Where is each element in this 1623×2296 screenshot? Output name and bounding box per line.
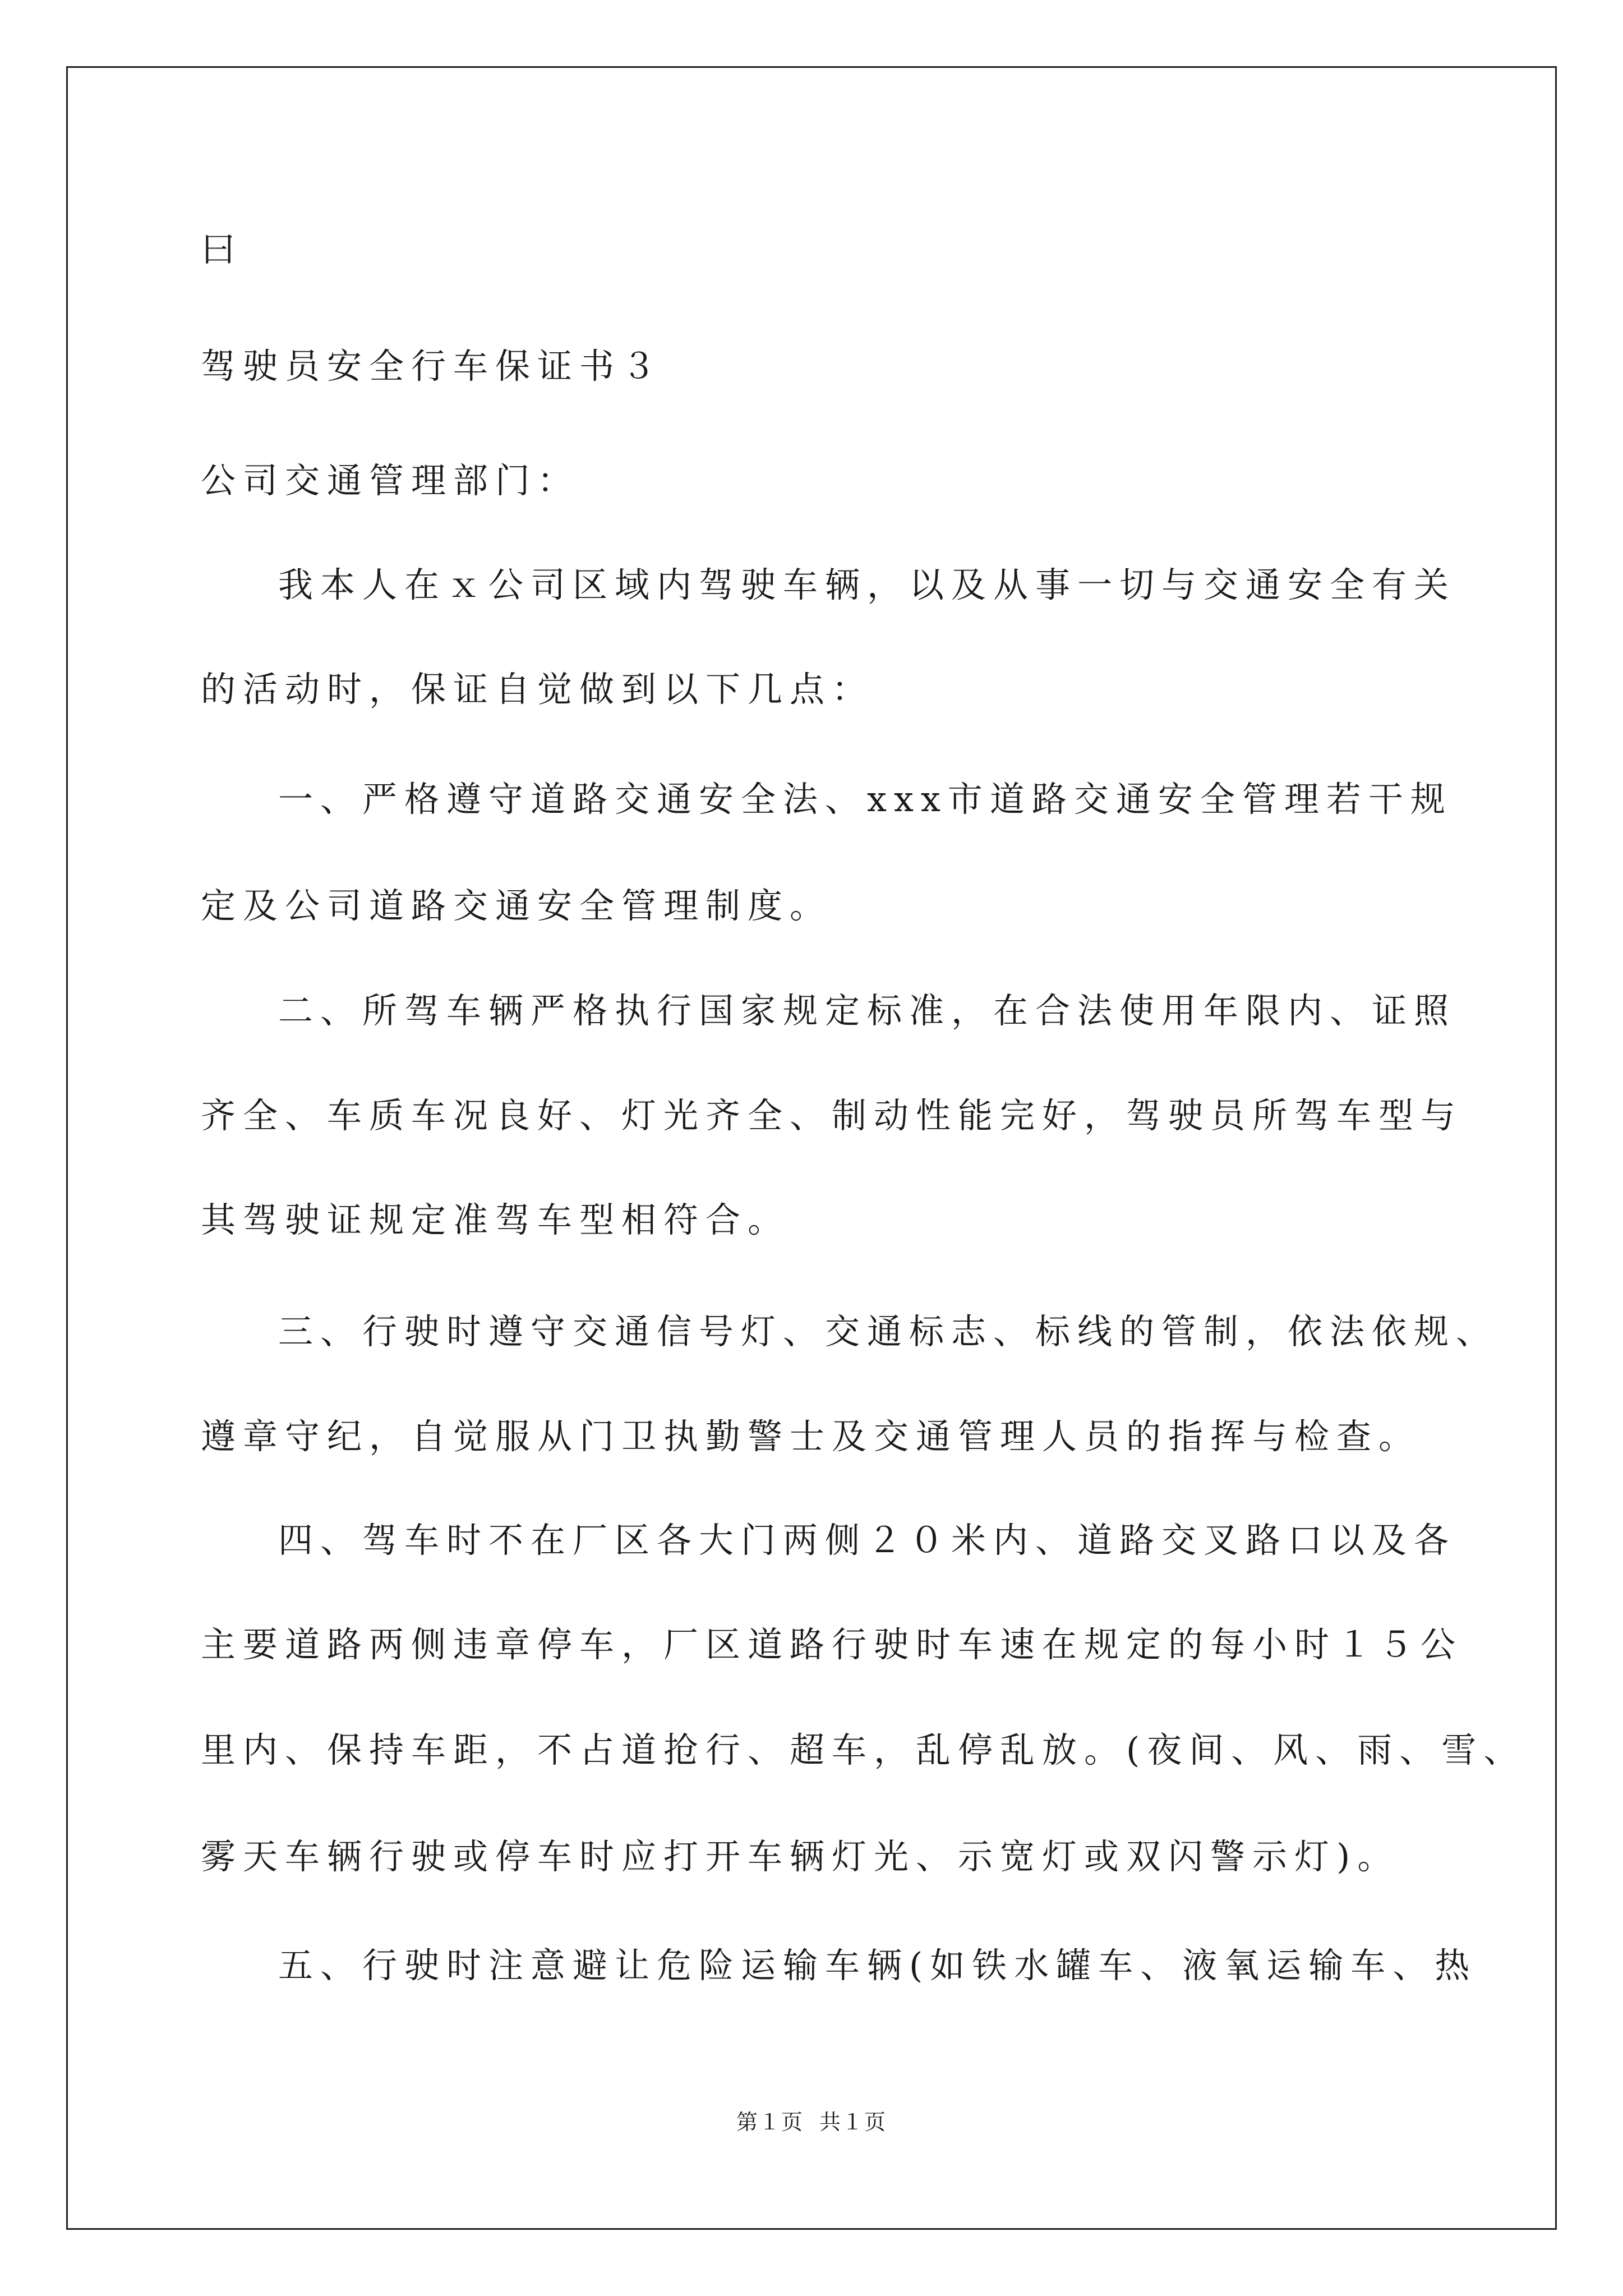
paragraph-line: 三、行驶时遵守交通信号灯、交通标志、标线的管制，依法依规、 bbox=[278, 1311, 1498, 1352]
text-line: 曰 bbox=[201, 229, 243, 270]
paragraph-line: 二、所驾车辆严格执行国家规定标准，在合法使用年限内、证照 bbox=[278, 990, 1456, 1031]
paragraph-line: 遵章守纪，自觉服从门卫执勤警士及交通管理人员的指挥与检查。 bbox=[201, 1416, 1421, 1457]
paragraph-line: 我本人在ｘ公司区域内驾驶车辆，以及从事一切与交通安全有关 bbox=[278, 564, 1456, 605]
paragraph-line: 里内、保持车距，不占道抢行、超车，乱停乱放。(夜间、风、雨、雪、 bbox=[201, 1729, 1526, 1770]
addressee: 公司交通管理部门： bbox=[201, 460, 580, 501]
paragraph-line: 五、行驶时注意避让危险运输车辆(如铁水罐车、液氧运输车、热 bbox=[278, 1945, 1477, 1986]
paragraph-line: 其驾驶证规定准驾车型相符合。 bbox=[201, 1199, 790, 1240]
paragraph-line: 一、严格遵守道路交通安全法、xxx市道路交通安全管理若干规 bbox=[278, 779, 1453, 820]
paragraph-line: 主要道路两侧违章停车，厂区道路行驶时车速在规定的每小时１５公 bbox=[201, 1624, 1463, 1665]
page-border bbox=[66, 66, 1557, 2230]
page-count: 共１页 bbox=[819, 2110, 887, 2134]
page-number: 第１页 bbox=[736, 2110, 804, 2134]
paragraph-line: 雾天车辆行驶或停车时应打开车辆灯光、示宽灯或双闪警示灯)。 bbox=[201, 1836, 1400, 1877]
page-footer bbox=[0, 2105, 1623, 2136]
document-title: 驾驶员安全行车保证书３ bbox=[201, 346, 664, 386]
paragraph-line: 齐全、车质车况良好、灯光齐全、制动性能完好，驾驶员所驾车型与 bbox=[201, 1095, 1463, 1136]
paragraph-line: 的活动时，保证自觉做到以下几点： bbox=[201, 669, 874, 710]
paragraph-line: 定及公司道路交通安全管理制度。 bbox=[201, 885, 832, 926]
paragraph-line: 四、驾车时不在厂区各大门两侧２０米内、道路交叉路口以及各 bbox=[278, 1520, 1456, 1561]
